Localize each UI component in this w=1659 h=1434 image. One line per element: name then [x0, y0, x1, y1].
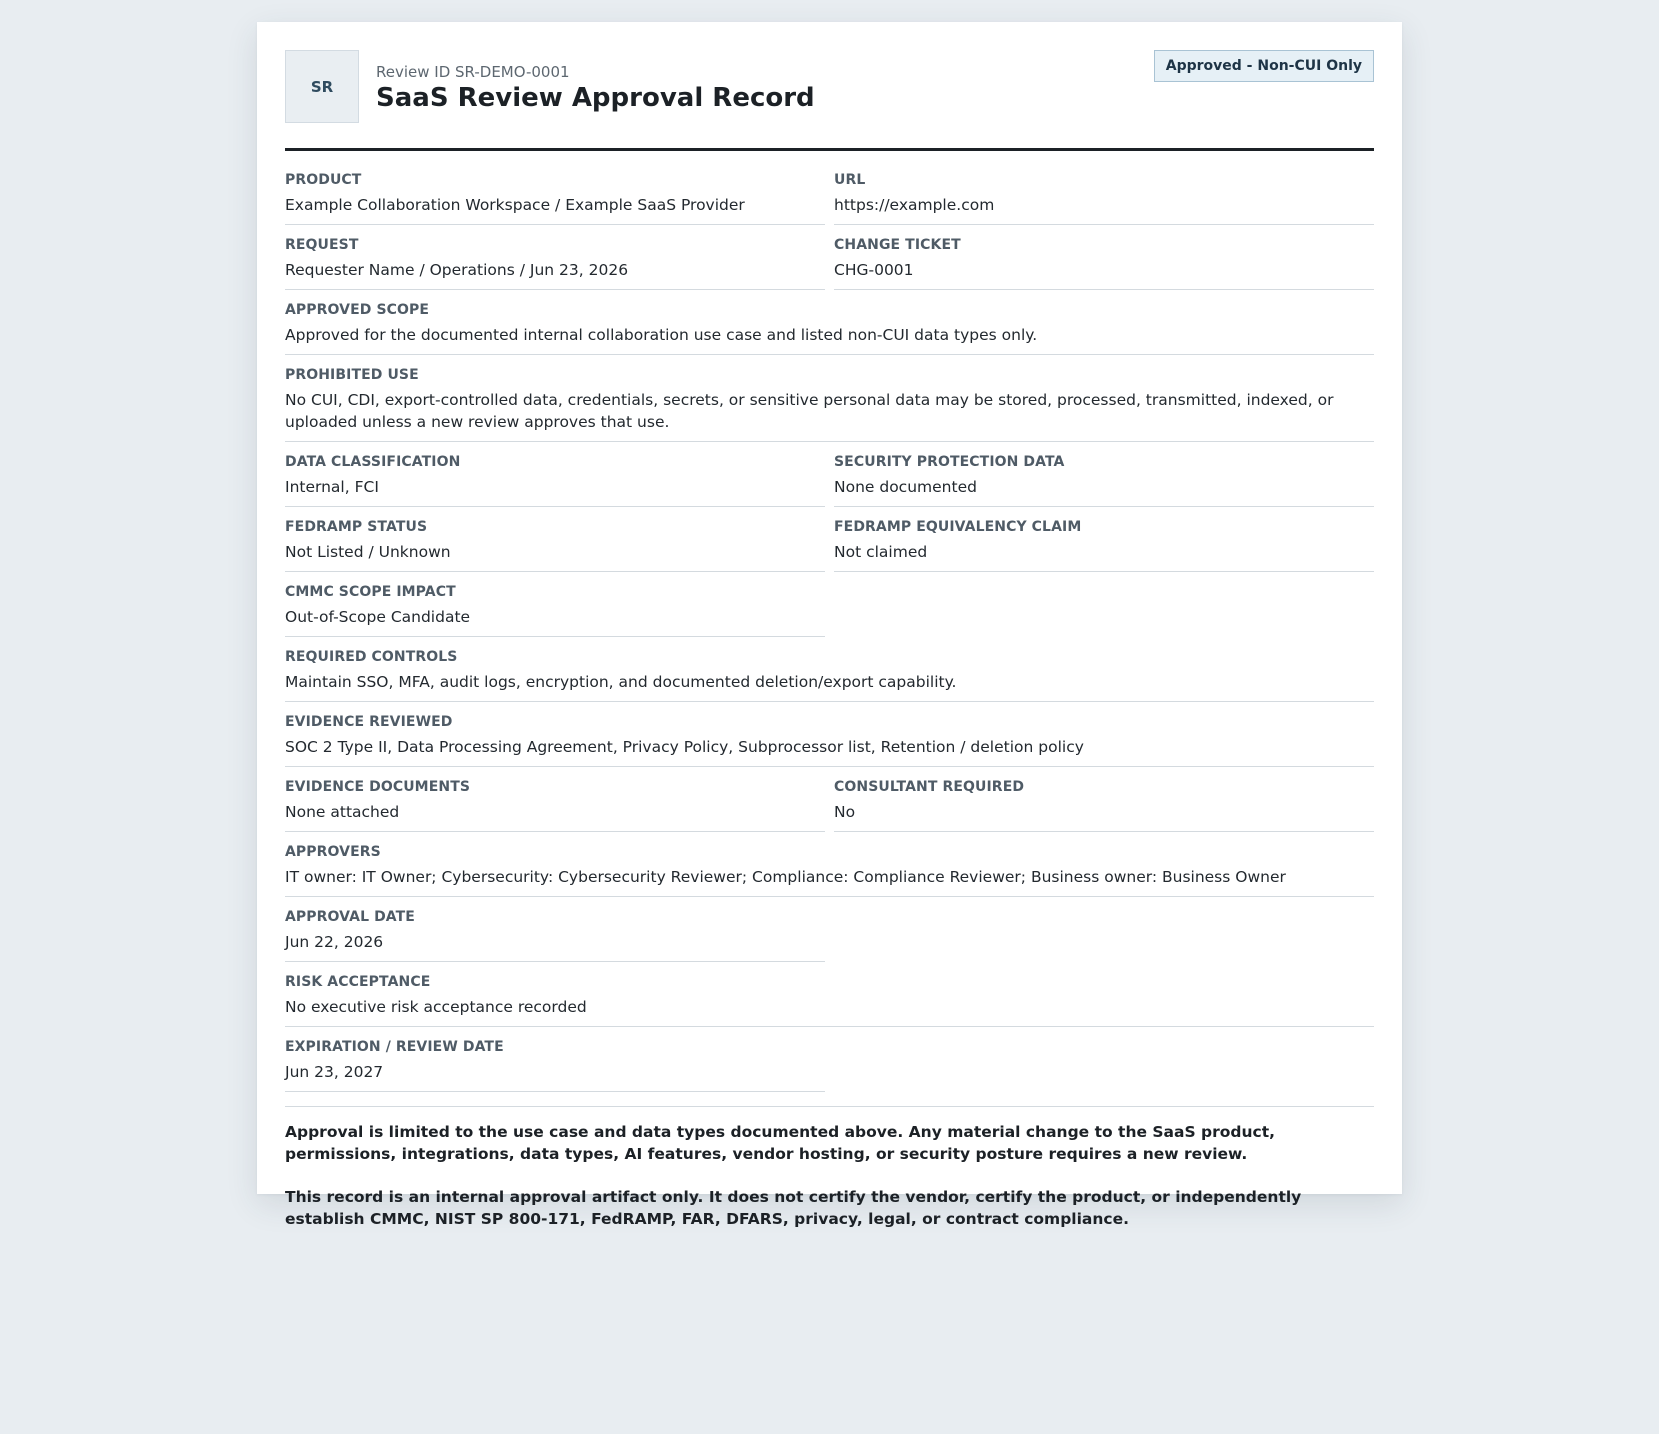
field-value: None documented — [834, 478, 977, 496]
field-security-protection-data — [834, 453, 1374, 507]
field-approval-date — [285, 908, 825, 962]
field-value: Jun 22, 2026 — [285, 933, 384, 951]
field-label: APPROVAL DATE — [285, 909, 415, 925]
record-notes — [285, 1106, 1374, 1230]
field-value: No executive risk acceptance recorded — [285, 998, 587, 1016]
field-value: SOC 2 Type II, Data Processing Agreement, Privacy Policy, Subprocessor list, Retention / deletion policy — [285, 738, 1084, 756]
approval-record-card — [257, 22, 1402, 1228]
scope-limit-note: Approval is limited to the use case and data types documented above. Any material change to the SaaS product, permissions, integrations, data types, AI features, vendor hosting, or security posture requires a new review. — [285, 1123, 1276, 1163]
record-header — [285, 50, 1374, 151]
field-label: URL — [834, 172, 866, 188]
field-label: PROHIBITED USE — [285, 367, 419, 383]
field-value: Requester Name / Operations / Jun 23, 2026 — [285, 261, 629, 279]
field-prohibited-use — [285, 366, 1374, 442]
field-row — [285, 583, 1374, 648]
field-label: CONSULTANT REQUIRED — [834, 779, 1025, 795]
field-cmmc-scope-impact — [285, 583, 825, 637]
field-label: APPROVED SCOPE — [285, 302, 430, 318]
field-value: https://example.com — [834, 196, 995, 214]
field-row — [285, 1038, 1374, 1103]
field-risk-acceptance — [285, 973, 1374, 1027]
field-label: CMMC SCOPE IMPACT — [285, 584, 456, 600]
status-badge: Approved - Non-CUI Only — [1154, 50, 1374, 82]
field-label: FEDRAMP EQUIVALENCY CLAIM — [834, 519, 1082, 535]
field-value: No CUI, CDI, export-controlled data, credentials, secrets, or sensitive personal data may be stored, processed, transmitted, indexed, or uploaded unless a new review approves that use. — [285, 391, 1334, 431]
field-label: REQUIRED CONTROLS — [285, 649, 458, 665]
field-value: No — [834, 803, 856, 821]
field-value: Maintain SSO, MFA, audit logs, encryption, and documented deletion/export capability. — [285, 673, 957, 691]
field-value: Out-of-Scope Candidate — [285, 608, 471, 626]
field-fedramp-equivalency-claim — [834, 518, 1374, 572]
field-product — [285, 171, 825, 225]
page-title: SaaS Review Approval Record — [376, 83, 815, 113]
field-label: EXPIRATION / REVIEW DATE — [285, 1039, 504, 1055]
field-approvers — [285, 843, 1374, 897]
field-value: Example Collaboration Workspace / Example SaaS Provider — [285, 196, 745, 214]
field-data-classification — [285, 453, 825, 507]
field-expiration-review-date — [285, 1038, 825, 1092]
field-value: IT owner: IT Owner; Cybersecurity: Cybersecurity Reviewer; Compliance: Compliance Reviewer; Business owner: Business Owner — [285, 868, 1286, 886]
field-fedramp-status — [285, 518, 825, 572]
field-row — [285, 518, 1374, 583]
disclaimer-note: This record is an internal approval artifact only. It does not certify the vendor, certify the product, or independently establish CMMC, NIST SP 800-171, FedRAMP, FAR, DFARS, privacy, legal, or contract compliance. — [285, 1188, 1302, 1228]
record-fields — [285, 151, 1374, 1103]
field-value: Not Listed / Unknown — [285, 543, 451, 561]
field-value: None attached — [285, 803, 400, 821]
field-approved-scope — [285, 301, 1374, 355]
field-request — [285, 236, 825, 290]
field-value: Internal, FCI — [285, 478, 379, 496]
review-id: Review ID SR-DEMO-0001 — [376, 63, 570, 81]
field-value: Jun 23, 2027 — [285, 1063, 384, 1081]
field-row — [285, 171, 1374, 236]
field-row — [285, 778, 1374, 843]
field-label: APPROVERS — [285, 844, 381, 860]
field-label: CHANGE TICKET — [834, 237, 961, 253]
field-label: FEDRAMP STATUS — [285, 519, 428, 535]
field-label: DATA CLASSIFICATION — [285, 454, 461, 470]
field-label: SECURITY PROTECTION DATA — [834, 454, 1065, 470]
field-row — [285, 453, 1374, 518]
field-url — [834, 171, 1374, 225]
field-consultant-required — [834, 778, 1374, 832]
field-evidence-reviewed — [285, 713, 1374, 767]
field-required-controls — [285, 648, 1374, 702]
field-change-ticket — [834, 236, 1374, 290]
field-label: EVIDENCE REVIEWED — [285, 714, 453, 730]
field-label: RISK ACCEPTANCE — [285, 974, 431, 990]
field-row — [285, 908, 1374, 973]
field-value: Approved for the documented internal collaboration use case and listed non-CUI data types only. — [285, 326, 1038, 344]
field-value: Not claimed — [834, 543, 928, 561]
field-value: CHG-0001 — [834, 261, 914, 279]
field-label: EVIDENCE DOCUMENTS — [285, 779, 471, 795]
field-label: PRODUCT — [285, 172, 362, 188]
field-row — [285, 236, 1374, 301]
sr-logo: SR — [285, 50, 359, 123]
field-evidence-documents — [285, 778, 825, 832]
field-label: REQUEST — [285, 237, 359, 253]
